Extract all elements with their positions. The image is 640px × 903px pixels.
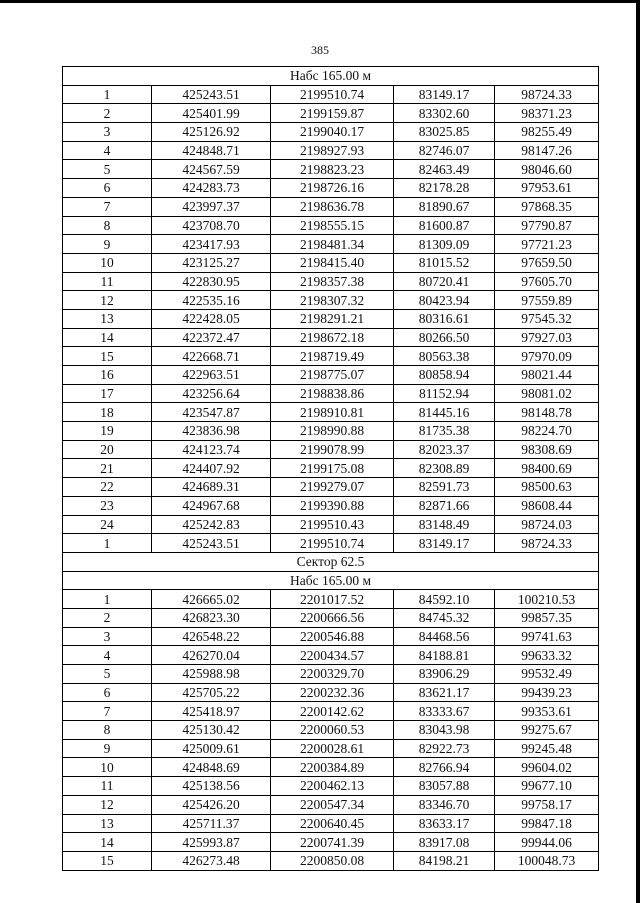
x-cell: 425711.37 — [152, 814, 271, 833]
table-row — [63, 216, 599, 235]
y-cell: 2200142.62 — [271, 702, 394, 721]
point-number-cell: 5 — [63, 160, 152, 179]
y-cell: 2200434.57 — [271, 646, 394, 665]
x-cell: 424848.69 — [152, 758, 271, 777]
x-cell: 425130.42 — [152, 721, 271, 740]
x-local-cell: 82023.37 — [394, 440, 495, 459]
y-local-cell: 97545.32 — [495, 309, 599, 328]
y-cell: 2198555.15 — [271, 216, 394, 235]
y-cell: 2200232.36 — [271, 683, 394, 702]
x-local-cell: 81152.94 — [394, 384, 495, 403]
x-cell: 426665.02 — [152, 590, 271, 609]
x-local-cell: 83333.67 — [394, 702, 495, 721]
point-number-cell: 7 — [63, 197, 152, 216]
table-row — [63, 590, 599, 609]
x-cell: 423256.64 — [152, 384, 271, 403]
x-local-cell: 83633.17 — [394, 814, 495, 833]
y-cell: 2198838.86 — [271, 384, 394, 403]
y-local-cell: 99944.06 — [495, 833, 599, 852]
point-number-cell: 22 — [63, 478, 152, 497]
table-row — [63, 179, 599, 198]
point-number-cell: 13 — [63, 309, 152, 328]
y-local-cell: 99439.23 — [495, 683, 599, 702]
y-local-cell: 98081.02 — [495, 384, 599, 403]
point-number-cell: 17 — [63, 384, 152, 403]
table-row — [63, 440, 599, 459]
point-number-cell: 2 — [63, 608, 152, 627]
table-row — [63, 646, 599, 665]
point-number-cell: 10 — [63, 253, 152, 272]
point-number-cell: 7 — [63, 702, 152, 721]
y-local-cell: 97953.61 — [495, 179, 599, 198]
table-row — [63, 384, 599, 403]
x-local-cell: 81890.67 — [394, 197, 495, 216]
x-cell: 422372.47 — [152, 328, 271, 347]
table-row — [63, 328, 599, 347]
table-row — [63, 851, 599, 870]
x-cell: 424407.92 — [152, 459, 271, 478]
x-local-cell: 82766.94 — [394, 758, 495, 777]
point-number-cell: 8 — [63, 216, 152, 235]
y-local-cell: 99275.67 — [495, 721, 599, 740]
x-cell: 425988.98 — [152, 665, 271, 684]
x-cell: 426273.48 — [152, 851, 271, 870]
section-heading-row — [63, 67, 599, 86]
y-local-cell: 97659.50 — [495, 253, 599, 272]
y-local-cell: 99633.32 — [495, 646, 599, 665]
point-number-cell: 6 — [63, 683, 152, 702]
x-local-cell: 81015.52 — [394, 253, 495, 272]
x-local-cell: 80423.94 — [394, 291, 495, 310]
point-number-cell: 11 — [63, 272, 152, 291]
point-number-cell: 13 — [63, 814, 152, 833]
y-cell: 2199510.74 — [271, 534, 394, 553]
point-number-cell: 1 — [63, 534, 152, 553]
y-local-cell: 99245.48 — [495, 739, 599, 758]
x-cell: 426548.22 — [152, 627, 271, 646]
x-cell: 423997.37 — [152, 197, 271, 216]
x-local-cell: 83149.17 — [394, 534, 495, 553]
y-cell: 2200329.70 — [271, 665, 394, 684]
y-cell: 2198415.40 — [271, 253, 394, 272]
y-cell: 2201017.52 — [271, 590, 394, 609]
point-number-cell: 14 — [63, 833, 152, 852]
y-cell: 2198823.23 — [271, 160, 394, 179]
table-row — [63, 795, 599, 814]
y-local-cell: 98724.03 — [495, 515, 599, 534]
table-row — [63, 272, 599, 291]
y-local-cell: 97605.70 — [495, 272, 599, 291]
x-local-cell: 80563.38 — [394, 347, 495, 366]
x-cell: 426823.30 — [152, 608, 271, 627]
x-cell: 422535.16 — [152, 291, 271, 310]
x-local-cell: 83043.98 — [394, 721, 495, 740]
table-row — [63, 459, 599, 478]
y-cell: 2198775.07 — [271, 366, 394, 385]
table-row — [63, 253, 599, 272]
point-number-cell: 6 — [63, 179, 152, 198]
x-cell: 424123.74 — [152, 440, 271, 459]
table-row — [63, 403, 599, 422]
point-number-cell: 5 — [63, 665, 152, 684]
x-cell: 422428.05 — [152, 309, 271, 328]
point-number-cell: 11 — [63, 777, 152, 796]
x-local-cell: 84745.32 — [394, 608, 495, 627]
y-local-cell: 98147.26 — [495, 141, 599, 160]
x-cell: 424967.68 — [152, 496, 271, 515]
point-number-cell: 12 — [63, 291, 152, 310]
x-cell: 425705.22 — [152, 683, 271, 702]
y-cell: 2200640.45 — [271, 814, 394, 833]
y-local-cell: 98724.33 — [495, 534, 599, 553]
y-cell: 2198291.21 — [271, 309, 394, 328]
y-cell: 2199159.87 — [271, 104, 394, 123]
x-local-cell: 82463.49 — [394, 160, 495, 179]
point-number-cell: 21 — [63, 459, 152, 478]
y-cell: 2198357.38 — [271, 272, 394, 291]
table-row — [63, 160, 599, 179]
y-cell: 2198726.16 — [271, 179, 394, 198]
table-row — [63, 496, 599, 515]
table-row — [63, 833, 599, 852]
x-local-cell: 83906.29 — [394, 665, 495, 684]
point-number-cell: 3 — [63, 123, 152, 142]
x-cell: 425418.97 — [152, 702, 271, 721]
point-number-cell: 16 — [63, 366, 152, 385]
table-row — [63, 739, 599, 758]
table-row — [63, 721, 599, 740]
x-local-cell: 83025.85 — [394, 123, 495, 142]
point-number-cell: 19 — [63, 422, 152, 441]
x-local-cell: 81735.38 — [394, 422, 495, 441]
y-cell: 2198672.18 — [271, 328, 394, 347]
x-local-cell: 83621.17 — [394, 683, 495, 702]
x-local-cell: 83346.70 — [394, 795, 495, 814]
x-local-cell: 81309.09 — [394, 235, 495, 254]
x-local-cell: 83057.88 — [394, 777, 495, 796]
x-cell: 422668.71 — [152, 347, 271, 366]
x-local-cell: 80858.94 — [394, 366, 495, 385]
y-cell: 2200547.34 — [271, 795, 394, 814]
point-number-cell: 1 — [63, 590, 152, 609]
point-number-cell: 18 — [63, 403, 152, 422]
y-local-cell: 99847.18 — [495, 814, 599, 833]
y-local-cell: 98500.63 — [495, 478, 599, 497]
table-row — [63, 665, 599, 684]
y-local-cell: 100210.53 — [495, 590, 599, 609]
x-cell: 425009.61 — [152, 739, 271, 758]
x-local-cell: 84468.56 — [394, 627, 495, 646]
x-cell: 425993.87 — [152, 833, 271, 852]
y-local-cell: 99758.17 — [495, 795, 599, 814]
y-cell: 2200028.61 — [271, 739, 394, 758]
point-number-cell: 9 — [63, 235, 152, 254]
x-local-cell: 84198.21 — [394, 851, 495, 870]
y-cell: 2200666.56 — [271, 608, 394, 627]
y-cell: 2199510.74 — [271, 85, 394, 104]
y-local-cell: 98608.44 — [495, 496, 599, 515]
y-local-cell: 98255.49 — [495, 123, 599, 142]
y-cell: 2199175.08 — [271, 459, 394, 478]
table-row — [63, 291, 599, 310]
y-cell: 2199390.88 — [271, 496, 394, 515]
y-cell: 2199040.17 — [271, 123, 394, 142]
table-row — [63, 758, 599, 777]
y-cell: 2199279.07 — [271, 478, 394, 497]
y-cell: 2198481.34 — [271, 235, 394, 254]
x-cell: 425243.51 — [152, 534, 271, 553]
table-row — [63, 85, 599, 104]
point-number-cell: 4 — [63, 646, 152, 665]
y-cell: 2198990.88 — [271, 422, 394, 441]
y-local-cell: 99857.35 — [495, 608, 599, 627]
x-cell: 422963.51 — [152, 366, 271, 385]
x-cell: 422830.95 — [152, 272, 271, 291]
y-cell: 2200741.39 — [271, 833, 394, 852]
point-number-cell: 14 — [63, 328, 152, 347]
x-local-cell: 82308.89 — [394, 459, 495, 478]
y-local-cell: 98724.33 — [495, 85, 599, 104]
page-number: 385 — [311, 43, 329, 57]
table-row — [63, 347, 599, 366]
x-local-cell: 82178.28 — [394, 179, 495, 198]
table-row — [63, 366, 599, 385]
y-cell: 2198636.78 — [271, 197, 394, 216]
y-local-cell: 98400.69 — [495, 459, 599, 478]
y-local-cell: 99741.63 — [495, 627, 599, 646]
table-row — [63, 515, 599, 534]
table-row — [63, 104, 599, 123]
section-heading: Сектор 62.5 — [63, 552, 599, 571]
x-local-cell: 83149.17 — [394, 85, 495, 104]
point-number-cell: 24 — [63, 515, 152, 534]
point-number-cell: 8 — [63, 721, 152, 740]
coordinates-table-body — [63, 67, 599, 871]
x-cell: 426270.04 — [152, 646, 271, 665]
y-cell: 2199078.99 — [271, 440, 394, 459]
table-row — [63, 814, 599, 833]
x-local-cell: 80720.41 — [394, 272, 495, 291]
x-cell: 425126.92 — [152, 123, 271, 142]
x-local-cell: 81600.87 — [394, 216, 495, 235]
point-number-cell: 4 — [63, 141, 152, 160]
table-row — [63, 141, 599, 160]
y-local-cell: 98021.44 — [495, 366, 599, 385]
y-cell: 2200850.08 — [271, 851, 394, 870]
x-cell: 423547.87 — [152, 403, 271, 422]
scan-edge-right — [636, 0, 640, 903]
table-row — [63, 627, 599, 646]
table-row — [63, 608, 599, 627]
x-local-cell: 82746.07 — [394, 141, 495, 160]
x-local-cell: 80266.50 — [394, 328, 495, 347]
point-number-cell: 23 — [63, 496, 152, 515]
x-cell: 424689.31 — [152, 478, 271, 497]
point-number-cell: 3 — [63, 627, 152, 646]
x-cell: 425242.83 — [152, 515, 271, 534]
y-local-cell: 98046.60 — [495, 160, 599, 179]
y-local-cell: 99604.02 — [495, 758, 599, 777]
section-heading: Набс 165.00 м — [63, 571, 599, 590]
y-cell: 2200462.13 — [271, 777, 394, 796]
table-row — [63, 422, 599, 441]
y-local-cell: 98148.78 — [495, 403, 599, 422]
x-cell: 425138.56 — [152, 777, 271, 796]
y-local-cell: 99532.49 — [495, 665, 599, 684]
x-cell: 423417.93 — [152, 235, 271, 254]
table-row — [63, 123, 599, 142]
y-local-cell: 97927.03 — [495, 328, 599, 347]
y-local-cell: 97868.35 — [495, 197, 599, 216]
point-number-cell: 15 — [63, 851, 152, 870]
table-row — [63, 309, 599, 328]
x-local-cell: 82871.66 — [394, 496, 495, 515]
y-cell: 2200546.88 — [271, 627, 394, 646]
y-local-cell: 97559.89 — [495, 291, 599, 310]
point-number-cell: 20 — [63, 440, 152, 459]
point-number-cell: 9 — [63, 739, 152, 758]
x-cell: 423836.98 — [152, 422, 271, 441]
section-heading-row — [63, 552, 599, 571]
x-local-cell: 83148.49 — [394, 515, 495, 534]
coordinates-table — [62, 66, 599, 871]
x-cell: 424567.59 — [152, 160, 271, 179]
scan-edge-top — [0, 0, 640, 3]
y-cell: 2200384.89 — [271, 758, 394, 777]
y-local-cell: 99353.61 — [495, 702, 599, 721]
table-row — [63, 777, 599, 796]
x-cell: 425243.51 — [152, 85, 271, 104]
y-local-cell: 98371.23 — [495, 104, 599, 123]
x-local-cell: 83917.08 — [394, 833, 495, 852]
x-local-cell: 80316.61 — [394, 309, 495, 328]
x-local-cell: 83302.60 — [394, 104, 495, 123]
y-local-cell: 97970.09 — [495, 347, 599, 366]
y-local-cell: 97721.23 — [495, 235, 599, 254]
point-number-cell: 2 — [63, 104, 152, 123]
y-cell: 2198927.93 — [271, 141, 394, 160]
section-heading: Набс 165.00 м — [63, 67, 599, 86]
y-local-cell: 100048.73 — [495, 851, 599, 870]
table-row — [63, 478, 599, 497]
y-cell: 2200060.53 — [271, 721, 394, 740]
y-local-cell: 99677.10 — [495, 777, 599, 796]
point-number-cell: 12 — [63, 795, 152, 814]
table-row — [63, 235, 599, 254]
x-cell: 425401.99 — [152, 104, 271, 123]
x-local-cell: 82591.73 — [394, 478, 495, 497]
y-local-cell: 98224.70 — [495, 422, 599, 441]
x-local-cell: 82922.73 — [394, 739, 495, 758]
x-cell: 425426.20 — [152, 795, 271, 814]
y-cell: 2198910.81 — [271, 403, 394, 422]
section-heading-row — [63, 571, 599, 590]
x-local-cell: 84592.10 — [394, 590, 495, 609]
y-local-cell: 98308.69 — [495, 440, 599, 459]
table-row — [63, 197, 599, 216]
y-cell: 2198307.32 — [271, 291, 394, 310]
x-local-cell: 84188.81 — [394, 646, 495, 665]
x-cell: 424283.73 — [152, 179, 271, 198]
x-cell: 423708.70 — [152, 216, 271, 235]
y-cell: 2199510.43 — [271, 515, 394, 534]
point-number-cell: 15 — [63, 347, 152, 366]
y-cell: 2198719.49 — [271, 347, 394, 366]
point-number-cell: 10 — [63, 758, 152, 777]
table-row — [63, 534, 599, 553]
x-local-cell: 81445.16 — [394, 403, 495, 422]
x-cell: 423125.27 — [152, 253, 271, 272]
table-row — [63, 683, 599, 702]
table-row — [63, 702, 599, 721]
y-local-cell: 97790.87 — [495, 216, 599, 235]
x-cell: 424848.71 — [152, 141, 271, 160]
point-number-cell: 1 — [63, 85, 152, 104]
